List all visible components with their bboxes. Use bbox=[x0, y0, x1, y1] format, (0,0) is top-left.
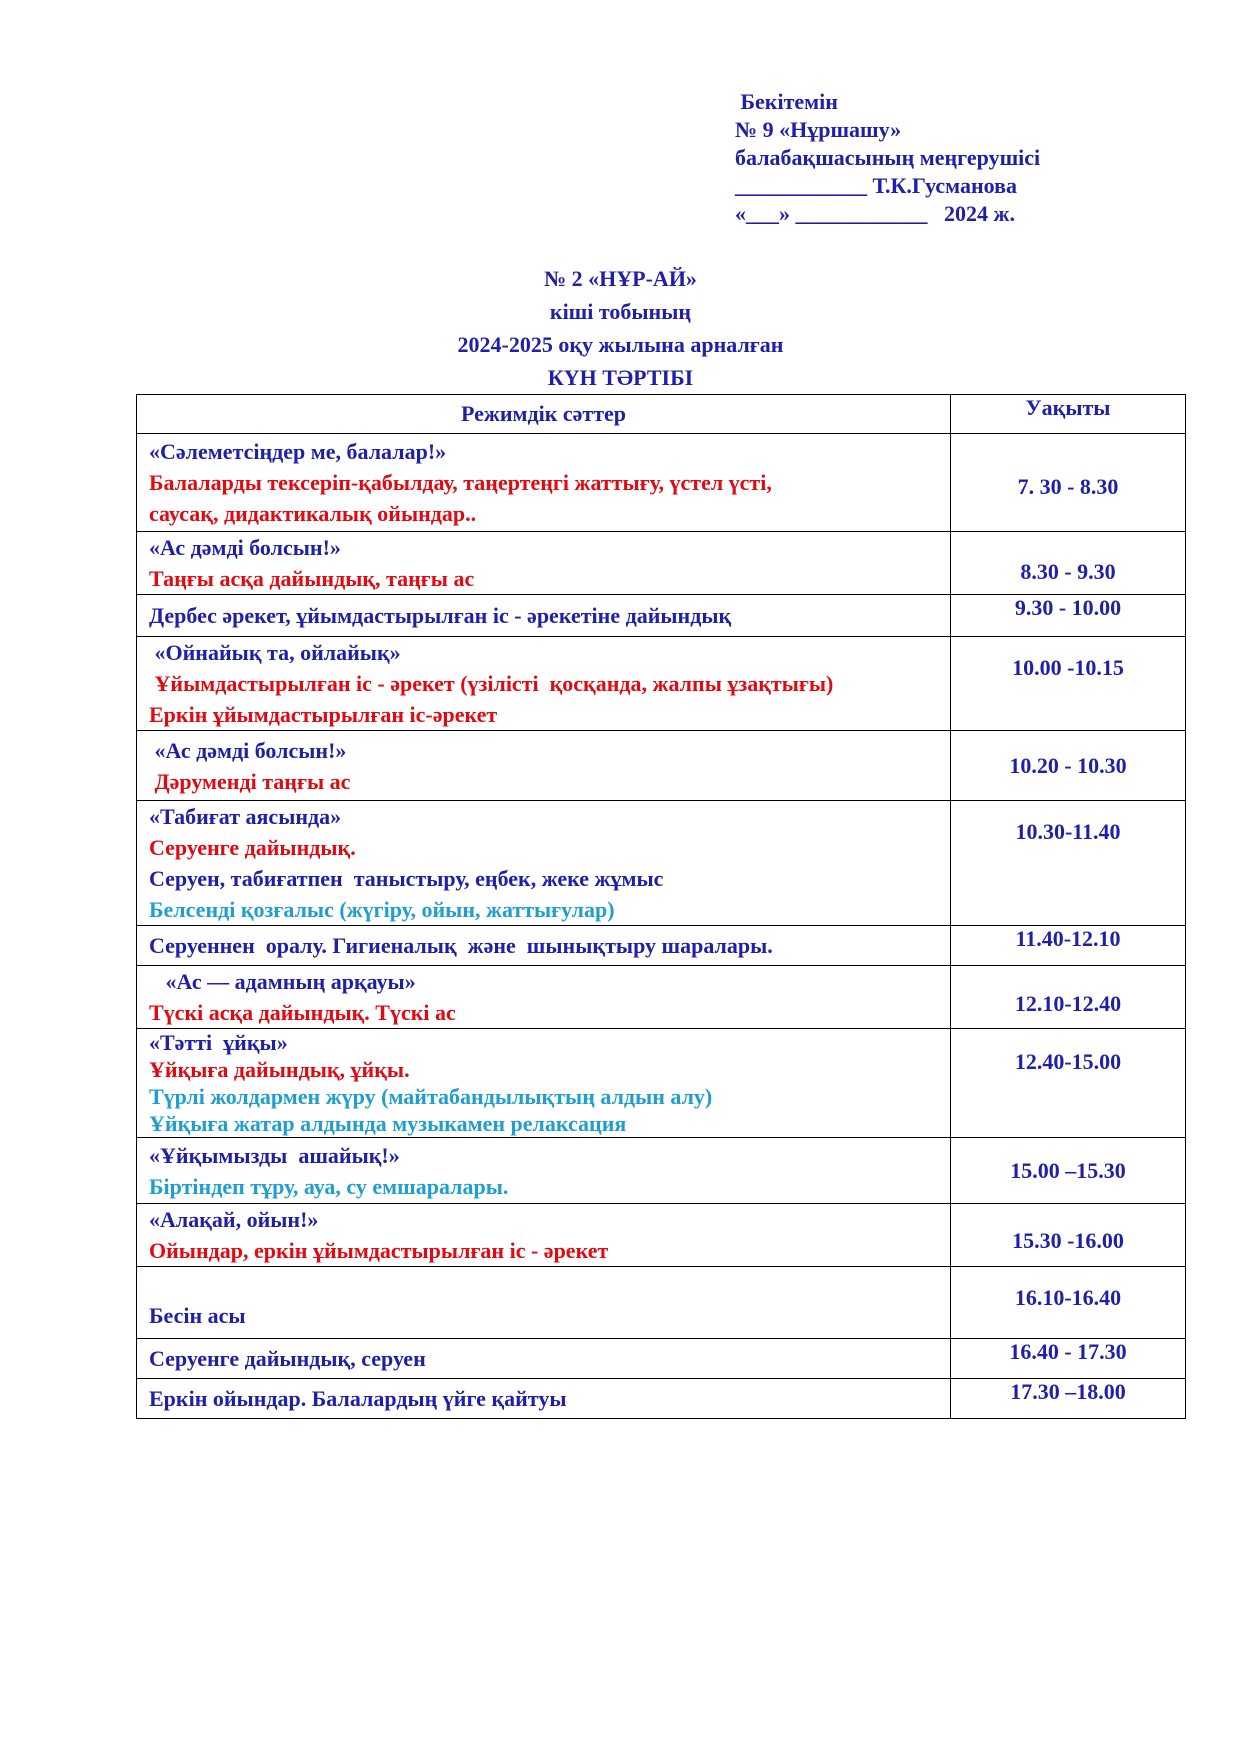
title-line: кіші тобының bbox=[549, 299, 692, 324]
table-row bbox=[137, 1379, 1186, 1419]
activity-line: Дәрумендi таңғы ас bbox=[149, 768, 351, 794]
approval-line: балабақшасының меңгерушісі bbox=[735, 145, 1041, 170]
activity-line: Түрлі жолдармен жүру (майтабандылықтың алдын алу) bbox=[149, 1084, 713, 1109]
activity-cell bbox=[137, 1379, 951, 1419]
activity-cell bbox=[137, 1267, 951, 1339]
activity-line: Еркін ойындар. Балалардың үйге қайтуы bbox=[149, 1386, 567, 1411]
time-cell: 8.30 - 9.30 bbox=[951, 532, 1186, 595]
activity-line: Серуенге дайындық. bbox=[149, 835, 356, 860]
time-cell: 15.00 –15.30 bbox=[951, 1138, 1186, 1204]
table-row bbox=[137, 926, 1186, 966]
activity-cell bbox=[137, 1138, 951, 1204]
table-row bbox=[137, 637, 1186, 731]
activity-header: Режимдік сәттер bbox=[137, 395, 951, 434]
activity-cell bbox=[137, 731, 951, 801]
activity-line: Серуеннен оралу. Гигиеналық және шынықтыру шаралары. bbox=[149, 933, 773, 958]
table-row bbox=[137, 1204, 1186, 1267]
time-cell: 10.00 -10.15 bbox=[951, 637, 1186, 731]
table-row bbox=[137, 966, 1186, 1029]
table-row bbox=[137, 1267, 1186, 1339]
activity-line: Ұйқыға жатар алдында музыкамен релаксация bbox=[149, 1111, 627, 1136]
activity-cell bbox=[137, 532, 951, 595]
approval-line: ____________ Т.К.Гусманова bbox=[735, 173, 1018, 198]
approval-line: № 9 «Нұршашу» bbox=[735, 117, 902, 142]
header-row bbox=[137, 395, 1186, 434]
title-line: № 2 «НҰР-АЙ» bbox=[544, 266, 697, 291]
activity-line: Серуен, табиғатпен таныстыру, еңбек, жеке жұмыс bbox=[149, 866, 664, 891]
activity-line: «Тәтті ұйқы» bbox=[149, 1030, 288, 1055]
activity-cell bbox=[137, 434, 951, 532]
activity-cell bbox=[137, 1339, 951, 1379]
activity-line: «Ойнайық та, ойлайық» bbox=[149, 640, 401, 665]
activity-line: Ұйымдастырылған іс - әрекет (үзілісті қосқанда, жалпы ұзақтығы) bbox=[149, 671, 834, 696]
table-row bbox=[137, 532, 1186, 595]
approval-line: Бекітемін bbox=[735, 89, 838, 114]
time-cell: 10.30-11.40 bbox=[951, 801, 1186, 926]
title-line: 2024-2025 оқу жылына арналған bbox=[457, 332, 784, 357]
time-cell: 12.40-15.00 bbox=[951, 1029, 1186, 1138]
activity-line: Ұйқыға дайындық, ұйқы. bbox=[149, 1057, 410, 1082]
table-row bbox=[137, 801, 1186, 926]
title-line: КҮН ТӘРТІБІ bbox=[547, 365, 694, 390]
time-cell: 9.30 - 10.00 bbox=[951, 595, 1186, 637]
activity-line: Таңғы асқа дайындық, таңғы ас bbox=[149, 566, 475, 591]
activity-line: Түскі асқа дайындық. Түскі ас bbox=[149, 1000, 456, 1025]
activity-cell bbox=[137, 637, 951, 731]
time-cell: 15.30 -16.00 bbox=[951, 1204, 1186, 1267]
activity-line: «Ұйқымызды ашайық!» bbox=[149, 1142, 400, 1168]
activity-cell bbox=[137, 595, 951, 637]
activity-line: Дербес әрекет, ұйымдастырылған іс - әрекетіне дайындық bbox=[149, 603, 732, 628]
activity-line: «Ас дәмді болсын!» bbox=[149, 737, 347, 763]
time-cell: 11.40-12.10 bbox=[951, 926, 1186, 966]
activity-line: Бесін асы bbox=[149, 1303, 246, 1328]
activity-cell bbox=[137, 1029, 951, 1138]
schedule-table bbox=[136, 394, 1186, 1419]
activity-line: Ойындар, еркін ұйымдастырылған іс - әрекет bbox=[149, 1238, 609, 1263]
activity-cell bbox=[137, 801, 951, 926]
activity-line: Біртіндеп тұру, ауа, су емшаралары. bbox=[149, 1173, 509, 1199]
activity-line: Серуенге дайындық, серуен bbox=[149, 1346, 426, 1371]
activity-cell bbox=[137, 926, 951, 966]
table-row bbox=[137, 595, 1186, 637]
approval-line: «___» ____________ 2024 ж. bbox=[735, 201, 1015, 226]
activity-line: саусақ, дидактикалық ойындар.. bbox=[149, 501, 477, 526]
table-row bbox=[137, 1138, 1186, 1204]
activity-cell bbox=[137, 1204, 951, 1267]
table-row bbox=[137, 1339, 1186, 1379]
document-title bbox=[0, 262, 1241, 394]
activity-line: «Сәлеметсіңдер ме, балалар!» bbox=[149, 439, 447, 464]
time-cell: 17.30 –18.00 bbox=[951, 1379, 1186, 1419]
time-cell: 16.40 - 17.30 bbox=[951, 1339, 1186, 1379]
activity-line: «Ас — адамның арқауы» bbox=[149, 969, 416, 994]
activity-line: Еркін ұйымдастырылған іс-әрекет bbox=[149, 702, 498, 727]
activity-cell bbox=[137, 966, 951, 1029]
table-row bbox=[137, 731, 1186, 801]
time-cell: 12.10-12.40 bbox=[951, 966, 1186, 1029]
approval-block bbox=[735, 88, 1040, 228]
activity-line: «Ас дәмді болсын!» bbox=[149, 535, 341, 560]
activity-line: Белсенді қозғалыс (жүгіру, ойын, жаттығулар) bbox=[149, 897, 615, 922]
time-cell: 16.10-16.40 bbox=[951, 1267, 1186, 1339]
time-header: Уақыты bbox=[951, 395, 1186, 434]
table-row bbox=[137, 434, 1186, 532]
table-row bbox=[137, 1029, 1186, 1138]
time-cell: 7. 30 - 8.30 bbox=[951, 434, 1186, 532]
activity-line: Балаларды тексеріп-қабылдау, таңертеңгі жаттығу, үстел үсті, bbox=[149, 470, 772, 495]
activity-line: «Алақай, ойын!» bbox=[149, 1207, 319, 1232]
activity-line: «Табиғат аясында» bbox=[149, 804, 342, 829]
time-cell: 10.20 - 10.30 bbox=[951, 731, 1186, 801]
